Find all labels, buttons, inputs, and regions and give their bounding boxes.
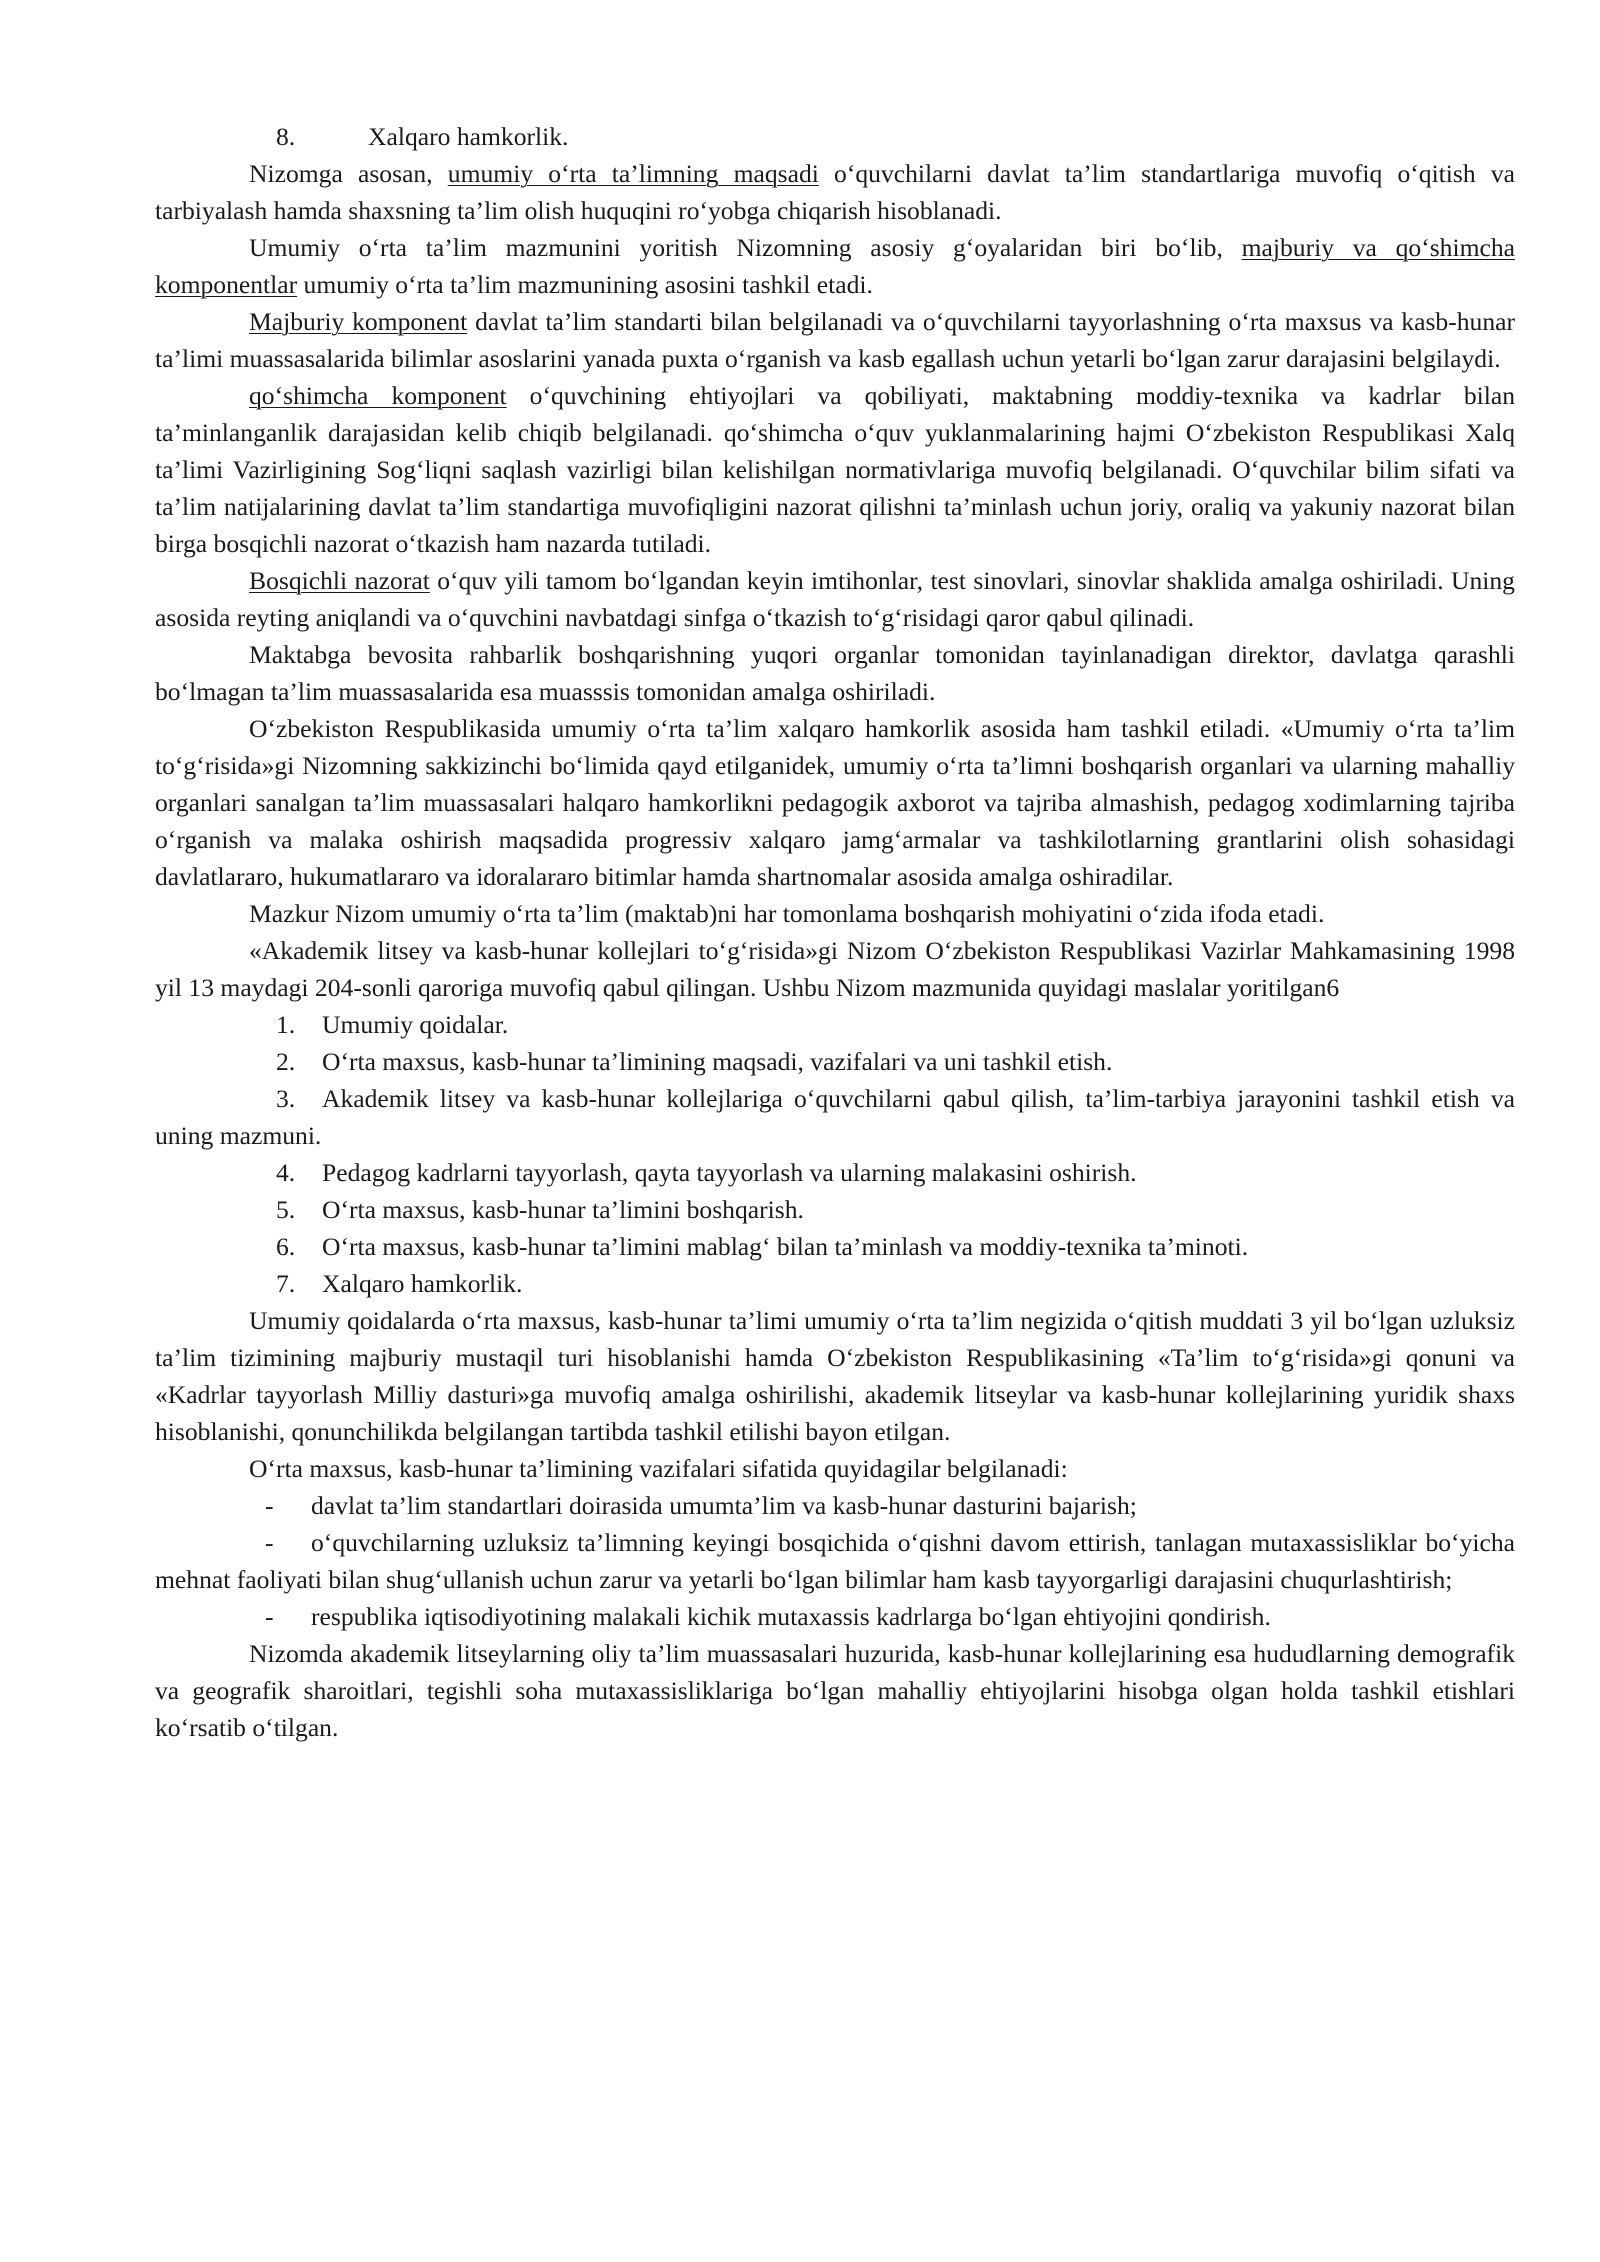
text-run: Umumiy o‘rta ta’lim mazmunini yoritish Nizomning asosiy g‘oyalaridan biri bo‘lib, bbox=[249, 233, 1242, 262]
text-run: o‘quv yili tamom bo‘lgandan keyin imtihonlar, test sinovlari, sinovlar shaklida amalga oshiriladi. Uning asosida reyting aniqlandi va o‘quvchini navbatdagi sinfga o‘tkazish to‘g‘risidagi qaror qabul qilinadi. bbox=[155, 566, 1515, 632]
list-item bbox=[155, 1154, 1515, 1191]
paragraph-mandatory-component bbox=[155, 303, 1515, 377]
list-number: 5. bbox=[276, 1195, 296, 1224]
text-run: Nizomga asosan, bbox=[249, 159, 448, 188]
list-item bbox=[155, 1524, 1515, 1598]
text-run: o‘quvchilarni davlat ta’lim standartlariga muvofiq o‘qitish va tarbiyalash hamda shaxsning ta’lim olish huquqini ro‘yobga chiqarish hisoblanadi. bbox=[155, 159, 1515, 225]
list-item bbox=[155, 1598, 1515, 1635]
document-page bbox=[155, 118, 1515, 1746]
section-heading bbox=[155, 118, 1515, 155]
list-text: o‘quvchilarning uzluksiz ta’limning keyingi bosqichida o‘qishni davom ettirish, tanlagan mutaxassisliklar bo‘yicha mehnat faoliyati bilan shug‘ullanish uchun zarur va yetarli bo‘lgan bilimlar ham kasb tayyorgarligi darajasini chuqurlashtirish; bbox=[155, 1528, 1515, 1594]
list-text: Xalqaro hamkorlik. bbox=[322, 1269, 523, 1298]
list-bullet: - bbox=[265, 1528, 274, 1557]
paragraph-lyceum-regulation: «Akademik litsey va kasb-hunar kollejlari to‘g‘risida»gi Nizom O‘zbekiston Respublikasi Vazirlar Mahkamasining 1998 yil 13 maydagi 204-sonli qaroriga muvofiq qabul qilingan. Ushbu Nizom mazmunida quyidagi maslalar yoritilgan6 bbox=[155, 936, 1515, 1002]
list-bullet: - bbox=[265, 1491, 274, 1520]
paragraph-general-rules: Umumiy qoidalarda o‘rta maxsus, kasb-hunar ta’limi umumiy o‘rta ta’lim negizida o‘qitish muddati 3 yil bo‘lgan uzluksiz ta’lim tizimining majburiy mustaqil turi hisoblanishi hamda O‘zbekiston Respublikasining «Ta’lim to‘g‘risida»gi qonuni va «Kadrlar tayyorlash Milliy dasturi»ga muvofiq amalga oshirilishi, akademik litseylar va kasb-hunar kollejlarining yuridik shaxs hisoblanishi, qonunchilikda belgilangan tartibda tashkil etilishi bayon etilgan. bbox=[155, 1306, 1515, 1446]
list-number: 1. bbox=[276, 1010, 296, 1039]
list-item bbox=[155, 1191, 1515, 1228]
list-number: 3. bbox=[276, 1084, 296, 1113]
list-text: O‘rta maxsus, kasb-hunar ta’limining maqsadi, vazifalari va uni tashkil etish. bbox=[322, 1047, 1113, 1076]
underlined-term: umumiy o‘rta ta’limning maqsadi bbox=[447, 159, 819, 188]
underlined-term: majburiy va qo‘shimcha komponentlar bbox=[155, 233, 1516, 299]
underlined-term: Majburiy komponent bbox=[249, 307, 468, 336]
list-item bbox=[155, 1006, 1515, 1043]
list-item bbox=[155, 1080, 1515, 1154]
list-number: 6. bbox=[276, 1232, 296, 1261]
paragraph-international: O‘zbekiston Respublikasida umumiy o‘rta ta’lim xalqaro hamkorlik asosida ham tashkil etiladi. «Umumiy o‘rta ta’lim to‘g‘risida»gi Nizomning sakkizinchi bo‘limida qayd etilganidek, umumiy o‘rta ta’limni boshqarish organlari va ularning mahalliy organlari sanalgan ta’lim muassasalari halqaro hamkorlikni pedagogik axborot va tajriba almashish, pedagog xodimlarning tajriba o‘rganish va malaka oshirish maqsadida progressiv xalqaro jamg‘armalar va tashkilotlarning grantlarini olish sohasidagi davlatlararo, hukumatlararo va idoralararo bitimlar hamda shartnomalar asosida amalga oshiradilar. bbox=[155, 714, 1515, 891]
paragraph-essence: Mazkur Nizom umumiy o‘rta ta’lim (maktab)ni har tomonlama boshqarish mohiyatini o‘zida ifoda etadi. bbox=[249, 899, 1325, 928]
paragraph-additional-component bbox=[155, 377, 1515, 562]
list-item bbox=[155, 1043, 1515, 1080]
paragraph-content bbox=[155, 229, 1515, 303]
underlined-term: qo‘shimcha komponent bbox=[249, 381, 507, 410]
paragraph-tasks-intro: O‘rta maxsus, kasb-hunar ta’limining vazifalari sifatida quyidagilar belgilanadi: bbox=[249, 1454, 1068, 1483]
heading-number: 8. bbox=[276, 122, 296, 151]
list-item bbox=[155, 1228, 1515, 1265]
list-item bbox=[155, 1487, 1515, 1524]
list-text: O‘rta maxsus, kasb-hunar ta’limini boshqarish. bbox=[322, 1195, 804, 1224]
text-run: umumiy o‘rta ta’lim mazmunining asosini tashkil etadi. bbox=[297, 270, 873, 299]
dash-list bbox=[155, 1487, 1515, 1635]
underlined-term: Bosqichli nazorat bbox=[249, 566, 430, 595]
list-text: davlat ta’lim standartlari doirasida umumta’lim va kasb-hunar dasturini bajarish; bbox=[311, 1491, 1137, 1520]
list-text: Umumiy qoidalar. bbox=[322, 1010, 509, 1039]
paragraph-closing: Nizomda akademik litseylarning oliy ta’lim muassasalari huzurida, kasb-hunar kollejlarining esa hududlarning demografik va geografik sharoitlari, tegishli soha mutaxassisliklariga bo‘lgan mahalliy ehtiyojlarini hisobga olgan holda tashkil etishlari ko‘rsatib o‘tilgan. bbox=[155, 1639, 1515, 1742]
list-text: O‘rta maxsus, kasb-hunar ta’limini mablag‘ bilan ta’minlash va moddiy-texnika ta’minoti. bbox=[322, 1232, 1249, 1261]
numbered-list bbox=[155, 1006, 1515, 1302]
list-text: Akademik litsey va kasb-hunar kollejlariga o‘quvchilarni qabul qilish, ta’lim-tarbiya jarayonini tashkil etish va uning mazmuni. bbox=[155, 1084, 1515, 1150]
list-text: respublika iqtisodiyotining malakali kichik mutaxassis kadrlarga bo‘lgan ehtiyojini qondirish. bbox=[311, 1602, 1271, 1631]
text-run: o‘quvchining ehtiyojlari va qobiliyati, maktabning moddiy-texnika va kadrlar bilan ta’minlanganlik darajasidan kelib chiqib belgilanadi. qo‘shimcha o‘quv yuklanmalarining hajmi O‘zbekiston Respublikasi Xalq ta’limi Vazirligining Sog‘liqni saqlash vazirligi bilan kelishilgan normativlariga muvofiq belgilanadi. O‘quvchilar bilim sifati va ta’lim natijalarining davlat ta’lim standartiga muvofiqligini nazorat qilishni ta’minlash uchun joriy, oraliq va yakuniy nazorat bilan birga bosqichli nazorat o‘tkazish ham nazarda tutiladi. bbox=[155, 381, 1515, 558]
list-number: 4. bbox=[276, 1158, 296, 1187]
paragraph-stage-control bbox=[155, 562, 1515, 636]
heading-text: Xalqaro hamkorlik. bbox=[368, 122, 569, 151]
paragraph-goal bbox=[155, 155, 1515, 229]
paragraph-management: Maktabga bevosita rahbarlik boshqarishning yuqori organlar tomonidan tayinlanadigan direktor, davlatga qarashli bo‘lmagan ta’lim muassasalarida esa muasssis tomonidan amalga oshiriladi. bbox=[155, 640, 1515, 706]
text-run: davlat ta’lim standarti bilan belgilanadi va o‘quvchilarni tayyorlashning o‘rta maxsus va kasb-hunar ta’limi muassasalarida bilimlar asoslarini yanada puxta o‘rganish va kasb egallash uchun yetarli bo‘lgan zarur darajasini belgilaydi. bbox=[155, 307, 1516, 373]
list-number: 2. bbox=[276, 1047, 296, 1076]
list-number: 7. bbox=[276, 1269, 296, 1298]
list-item bbox=[155, 1265, 1515, 1302]
list-bullet: - bbox=[265, 1602, 274, 1631]
list-text: Pedagog kadrlarni tayyorlash, qayta tayyorlash va ularning malakasini oshirish. bbox=[322, 1158, 1137, 1187]
